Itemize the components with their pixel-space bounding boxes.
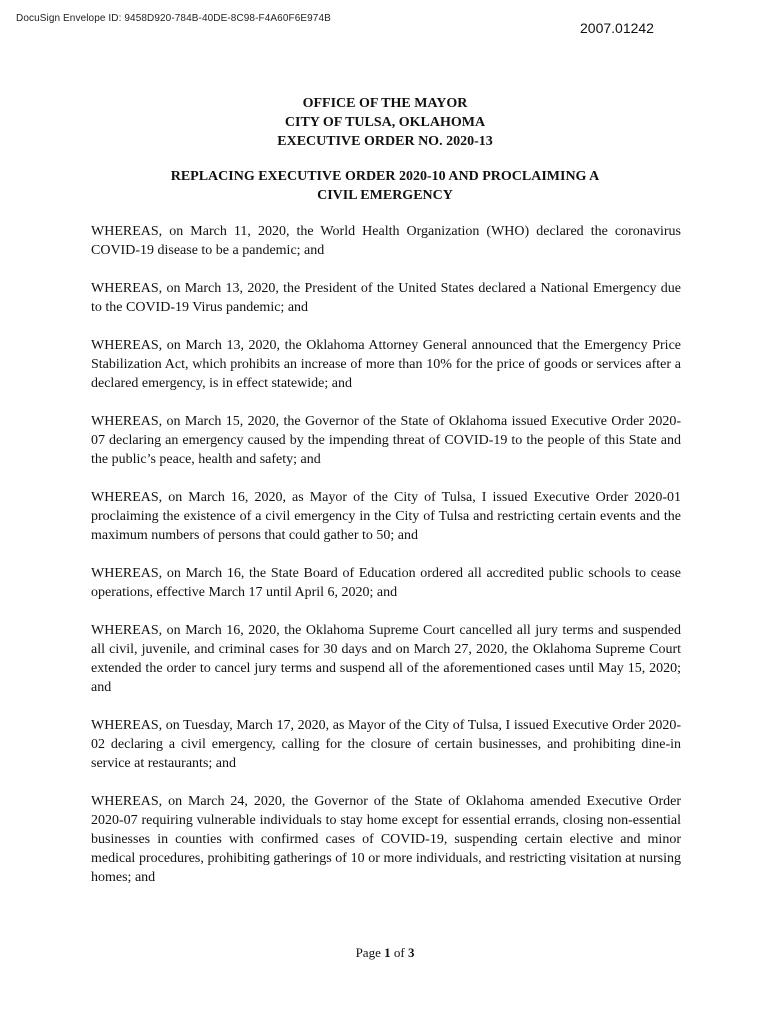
page-word: Page	[355, 945, 381, 960]
header-city-line: CITY OF TULSA, OKLAHOMA	[284, 115, 486, 130]
document-header	[0, 94, 770, 151]
whereas-paragraph: WHEREAS, on March 24, 2020, the Governor of the State of Oklahoma amended Executive Order 2020-07 requiring vulnerable individuals to stay home except for essential errands, closing non-essential businesses in counties with confirmed cases of COVID-19, suspending certain elective and minor medical procedures, prohibiting gatherings of 10 or more individuals, and restricting visitation at nursing homes; and	[91, 794, 681, 885]
docusign-envelope-id: DocuSign Envelope ID: 9458D920-784B-40DE-8C98-F4A60F6E974B	[16, 13, 331, 24]
whereas-paragraph: WHEREAS, on March 16, 2020, the Oklahoma Supreme Court cancelled all jury terms and suspended all civil, juvenile, and criminal cases for 30 days and on March 27, 2020, the Oklahoma Supreme Court extended the order to cancel jury terms and suspend all of the aforementioned cases until May 15, 2020; and	[91, 623, 681, 695]
subject-line-2: CIVIL EMERGENCY	[317, 188, 453, 203]
document-number: 2007.01242	[580, 20, 654, 36]
of-word: of	[393, 945, 405, 960]
order-subject	[0, 167, 770, 205]
header-order-number-line: EXECUTIVE ORDER NO. 2020-13	[277, 134, 493, 149]
header-office-line: OFFICE OF THE MAYOR	[302, 96, 468, 111]
whereas-paragraph: WHEREAS, on March 13, 2020, the President of the United States declared a National Emergency due to the COVID-19 Virus pandemic; and	[91, 281, 681, 315]
whereas-paragraph: WHEREAS, on March 15, 2020, the Governor of the State of Oklahoma issued Executive Order 2020-07 declaring an emergency caused by the impending threat of COVID-19 to the people of this State and the public’s peace, health and safety; and	[91, 414, 681, 467]
whereas-clauses	[91, 222, 681, 906]
total-page-count: 3	[407, 945, 415, 960]
subject-line-1: REPLACING EXECUTIVE ORDER 2020-10 AND PROCLAIMING A	[170, 169, 600, 184]
current-page-number: 1	[384, 945, 391, 960]
whereas-paragraph: WHEREAS, on Tuesday, March 17, 2020, as Mayor of the City of Tulsa, I issued Executive Order 2020-02 declaring a civil emergency, calling for the closure of certain businesses, and prohibiting dine-in service at restaurants; and	[91, 718, 681, 771]
whereas-paragraph: WHEREAS, on March 13, 2020, the Oklahoma Attorney General announced that the Emergency Price Stabilization Act, which prohibits an increase of more than 10% for the price of goods or services after a declared emergency, is in effect statewide; and	[91, 338, 681, 391]
page-footer	[0, 945, 770, 961]
whereas-paragraph: WHEREAS, on March 16, the State Board of Education ordered all accredited public schools to cease operations, effective March 17 until April 6, 2020; and	[91, 566, 681, 600]
whereas-paragraph: WHEREAS, on March 11, 2020, the World Health Organization (WHO) declared the coronavirus COVID-19 disease to be a pandemic; and	[91, 224, 681, 258]
whereas-paragraph: WHEREAS, on March 16, 2020, as Mayor of the City of Tulsa, I issued Executive Order 2020-01 proclaiming the existence of a civil emergency in the City of Tulsa and restricting certain events and the maximum numbers of persons that could gather to 50; and	[91, 490, 681, 543]
